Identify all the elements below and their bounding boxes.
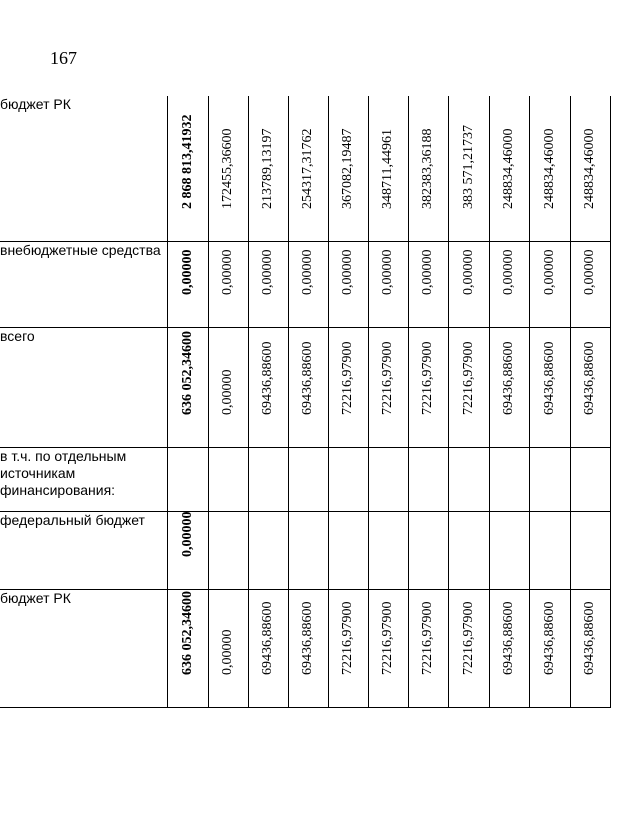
- year-value: 348711,44961: [380, 128, 395, 209]
- year-value: 72216,97900: [460, 601, 476, 675]
- total-value: 0,00000: [179, 249, 195, 295]
- year-value: 0,00000: [260, 249, 275, 295]
- year-value: 69436,88600: [300, 341, 315, 415]
- year-value: 248834,46000: [501, 128, 516, 209]
- year-value: 72216,97900: [420, 341, 435, 415]
- year-value-cell: [489, 447, 529, 511]
- row-label: бюджет РК: [0, 589, 167, 707]
- year-value-cell: [368, 511, 408, 589]
- total-cell: [167, 241, 208, 327]
- year-value-cell: [248, 511, 288, 589]
- year-value: 0,00000: [380, 249, 395, 295]
- year-value: 0,00000: [300, 249, 315, 295]
- year-value-cell: [328, 589, 368, 707]
- total-value: 636 052,34600: [179, 590, 195, 675]
- year-value-cell: [288, 447, 328, 511]
- table-row: [0, 241, 610, 327]
- year-value: 0,00000: [460, 249, 476, 295]
- year-value-cell: [529, 447, 570, 511]
- year-value-cell: [570, 96, 610, 241]
- year-value-cell: [448, 589, 489, 707]
- year-value-cell: [288, 327, 328, 447]
- table-row: [0, 589, 610, 707]
- year-value: 72216,97900: [340, 601, 355, 675]
- year-value-cell: [570, 589, 610, 707]
- year-value: 0,00000: [541, 249, 557, 295]
- year-value-cell: [328, 96, 368, 241]
- year-value: 69436,88600: [541, 601, 557, 675]
- total-cell: [167, 447, 208, 511]
- year-value-cell: [489, 589, 529, 707]
- year-value-cell: [448, 327, 489, 447]
- year-value: 382383,36188: [420, 128, 435, 209]
- year-value-cell: [489, 96, 529, 241]
- year-value: 0,00000: [340, 249, 355, 295]
- year-value-cell: [408, 511, 448, 589]
- year-value: 0,00000: [501, 249, 516, 295]
- year-value: 0,00000: [220, 249, 235, 295]
- year-value: 367082,19487: [340, 128, 355, 209]
- year-value-cell: [368, 241, 408, 327]
- year-value-cell: [208, 447, 248, 511]
- year-value-cell: [368, 96, 408, 241]
- year-value: 72216,97900: [380, 341, 395, 415]
- year-value-cell: [248, 327, 288, 447]
- year-value: 0,00000: [582, 249, 597, 295]
- year-value-cell: [448, 241, 489, 327]
- year-value: 69436,88600: [501, 341, 516, 415]
- year-value: 213789,13197: [260, 128, 275, 209]
- year-value: 69436,88600: [260, 601, 275, 675]
- row-label: в т.ч. по отдельным источникам финансирования:: [0, 447, 167, 511]
- total-cell: [167, 511, 208, 589]
- year-value-cell: [328, 447, 368, 511]
- year-value: 172455,36600: [220, 128, 235, 209]
- year-value-cell: [489, 511, 529, 589]
- year-value: 69436,88600: [582, 601, 597, 675]
- year-value-cell: [529, 511, 570, 589]
- year-value: 0,00000: [420, 249, 435, 295]
- year-value: 0,00000: [220, 369, 235, 415]
- total-cell: [167, 589, 208, 707]
- year-value: 248834,46000: [541, 128, 557, 209]
- total-value: 0,00000: [179, 511, 195, 557]
- year-value-cell: [570, 327, 610, 447]
- year-value: 69436,88600: [300, 601, 315, 675]
- year-value-cell: [408, 241, 448, 327]
- row-label: федеральный бюджет: [0, 511, 167, 589]
- year-value: 254317,31762: [300, 128, 315, 209]
- year-value: 248834,46000: [582, 128, 597, 209]
- year-value-cell: [570, 511, 610, 589]
- year-value-cell: [288, 511, 328, 589]
- year-value-cell: [529, 96, 570, 241]
- year-value-cell: [448, 447, 489, 511]
- year-value-cell: [408, 327, 448, 447]
- year-value: 72216,97900: [420, 601, 435, 675]
- year-value-cell: [248, 96, 288, 241]
- year-value-cell: [489, 327, 529, 447]
- year-value: 383 571,21737: [460, 124, 476, 209]
- row-label: внебюджетные средства: [0, 241, 167, 327]
- year-value-cell: [208, 511, 248, 589]
- year-value-cell: [248, 447, 288, 511]
- year-value-cell: [408, 447, 448, 511]
- total-cell: [167, 327, 208, 447]
- year-value-cell: [489, 241, 529, 327]
- year-value: 72216,97900: [340, 341, 355, 415]
- year-value-cell: [328, 327, 368, 447]
- year-value-cell: [328, 241, 368, 327]
- year-value-cell: [448, 96, 489, 241]
- total-value: 2 868 813,41932: [179, 114, 195, 209]
- table-row: [0, 511, 610, 589]
- year-value: 69436,88600: [541, 341, 557, 415]
- year-value-cell: [288, 589, 328, 707]
- year-value-cell: [368, 447, 408, 511]
- year-value-cell: [529, 589, 570, 707]
- year-value-cell: [288, 96, 328, 241]
- year-value: 72216,97900: [380, 601, 395, 675]
- year-value-cell: [529, 241, 570, 327]
- year-value-cell: [368, 589, 408, 707]
- year-value: 72216,97900: [460, 341, 476, 415]
- table-row: [0, 96, 610, 241]
- year-value: 0,00000: [220, 629, 235, 675]
- year-value-cell: [408, 589, 448, 707]
- financing-table: [0, 96, 611, 708]
- year-value: 69436,88600: [501, 601, 516, 675]
- year-value: 69436,88600: [260, 341, 275, 415]
- year-value-cell: [570, 241, 610, 327]
- year-value-cell: [208, 96, 248, 241]
- table-row: [0, 447, 610, 511]
- year-value-cell: [288, 241, 328, 327]
- year-value-cell: [448, 511, 489, 589]
- year-value-cell: [368, 327, 408, 447]
- table-row: [0, 327, 610, 447]
- row-label: бюджет РК: [0, 96, 167, 241]
- year-value-cell: [208, 589, 248, 707]
- year-value-cell: [248, 241, 288, 327]
- year-value-cell: [328, 511, 368, 589]
- total-cell: [167, 96, 208, 241]
- year-value-cell: [408, 96, 448, 241]
- total-value: 636 052,34600: [179, 330, 195, 415]
- year-value-cell: [570, 447, 610, 511]
- year-value-cell: [208, 327, 248, 447]
- year-value: 69436,88600: [582, 341, 597, 415]
- row-label: всего: [0, 327, 167, 447]
- year-value-cell: [248, 589, 288, 707]
- page-number: 167: [50, 48, 77, 68]
- year-value-cell: [529, 327, 570, 447]
- year-value-cell: [208, 241, 248, 327]
